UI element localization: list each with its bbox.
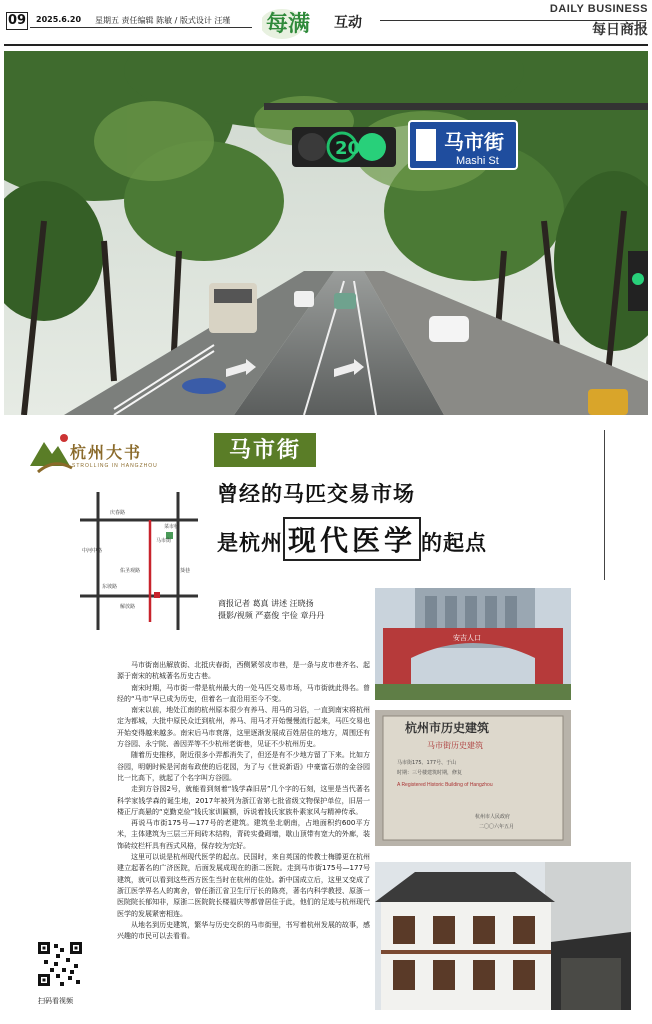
paragraph: 随着历史推移，附近很多小弄都消失了，但还是有不少地方留了下来。比如方谷园，明朝时候是河南布政使的后花园，为了与《世说新语》中豪富石崇的金谷园比一比高下，就起了个名字叫方谷园。 <box>117 751 370 782</box>
byline-reporters: 商报记者 葛真 讲述 汪晓扬 <box>218 599 314 608</box>
map-label-dongpo: 东坡路 <box>102 584 118 590</box>
page-number: 09 <box>7 13 27 28</box>
gate-plaque: 安吉人口 <box>453 634 481 642</box>
issue-meta: 星期五 责任编辑 陈敏 / 版式设计 汪瑾 <box>95 16 231 25</box>
headline-line-2 <box>217 517 487 561</box>
stele-photo <box>375 710 571 846</box>
paragraph: 南宋以前，地处江南的杭州原本很少有养马、用马的习俗，一直到南宋将杭州定为都城，大批中原民众迁到杭州，养马、用马才开始慢慢流行起来，马匹交易也开始变得越来越多。南宋后马市衰落，这里逐渐发展成百姓居住的地方，周围还有方谷园、永宁院、善因弄等不少杭州老街巷，见证不少杭州历史。 <box>117 706 370 749</box>
paragraph: 再说马市街175号—177号的老建筑。建筑坐北朝南，占地面积约600平方米，主体建筑为三层三开间砖木结构，青砖实叠砌墙，歇山顶带有宽大的外廊，装饰砖纹栏杆具有西式风格，保存较为完好。 <box>117 819 370 850</box>
header-rule <box>30 27 252 28</box>
issue-date: 2025.6.20 <box>36 15 82 24</box>
stele-subtitle: 马市街历史建筑 <box>427 741 483 750</box>
stele-year: 二〇〇六年五月 <box>479 824 515 830</box>
street-photo <box>4 51 648 415</box>
headline-prefix: 是杭州 <box>217 530 283 555</box>
map-label-mashijie: 马市街 <box>156 538 172 544</box>
article-body <box>117 660 370 1000</box>
paragraph: 南宋时期，马市街一带是杭州最大的一处马匹交易市场，马市街就此得名。曾经的“马市”早已成为历史，但着名一直沿用至今不变。 <box>117 683 370 703</box>
paragraph: 这里可以说是杭州现代医学的起点。民国时，来自英国的传教士梅滕更在杭州建立起著名的广济医院，后面发展成现在的浙二医院。走到马市街175号—177号建筑，就可以看到这些西方医生当时在杭州的住处。新中国成立后，这里又变成了浙江医学界名人的寓舍，曾任浙江省卫生厅厅长的陈亮，著名内科学教授、原浙一医院院长郁知非，原浙二医院院长楼福庆等都曾居住于此，他们的足迹与杭州现代医学的发展紧密相连。 <box>117 853 370 918</box>
gate-photo <box>375 588 571 700</box>
map-label-zhonghe: 中河中路 <box>82 548 103 554</box>
headline-suffix: 的起点 <box>421 530 488 555</box>
section-logo <box>262 4 326 40</box>
signal-countdown: 20 <box>335 138 361 159</box>
title-divider <box>604 430 605 580</box>
byline <box>218 598 368 622</box>
column-name: 杭州大书 <box>70 443 143 462</box>
map-label-kuixiang: 葵巷 <box>180 568 191 574</box>
qr-code[interactable] <box>36 940 84 988</box>
paragraph: 马市街南出解放街、北抵庆春街，西侧紧邻皮市巷，是一条与皮市巷齐名、起源于南宋的杭城著名历史古巷。 <box>117 661 370 681</box>
map-label-caishiqiao: 菜市桥 <box>164 524 180 530</box>
location-map <box>80 492 198 630</box>
section-logo-text: 每满 <box>266 11 311 37</box>
paragraph: 从地名到历史建筑，繁华与历史交织的马市街里，书写着杭州发展的故事，感兴趣的市民可以去看看。 <box>117 920 370 941</box>
map-label-jiefang: 解放路 <box>120 604 136 610</box>
paragraph: 走到方谷园2号，就能看到刻着“钱学森旧居”几个字的石刻，这里是当代著名科学家钱学森的诞生地，2017年被列为浙江省第七批省级文物保护单位，旧居一楼正厅高悬的“克勤克俭”钱氏家训匾额，诉说着钱氏家族朴素家风与精神传承。 <box>117 785 370 816</box>
byline-photographers: 摄影/视频 严嘉俊 宇俭 章丹丹 <box>218 611 325 620</box>
title-tag: 马市街 <box>214 433 316 467</box>
stele-line: 马市街175、177号、于山 <box>397 760 457 766</box>
stele-line-english: A Registered Historic Building of Hangzhou <box>397 782 493 788</box>
headline-line-1: 曾经的马匹交易市场 <box>217 481 415 506</box>
qr-caption: 扫码看视频 <box>38 997 73 1005</box>
section-name: 互动 <box>334 15 362 31</box>
brand-english: DAILY BUSINESS <box>549 3 648 15</box>
map-label-yousheng: 佑圣观路 <box>120 568 141 574</box>
stele-title: 杭州市历史建筑 <box>405 721 490 735</box>
stele-issuer: 杭州市人民政府 <box>475 814 511 820</box>
header-divider <box>4 44 648 46</box>
map-label-qingchun: 庆春路 <box>110 510 126 516</box>
column-name-english: STROLLING IN HANGZHOU <box>72 463 158 469</box>
brand-chinese: 每日商报 <box>592 22 648 38</box>
sign-chinese: 马市街 <box>444 130 504 154</box>
sign-english: Mashi St <box>456 155 499 167</box>
headline-highlight: 现代医学 <box>283 517 421 561</box>
house-photo <box>375 862 631 1010</box>
page-header <box>0 0 652 46</box>
stele-line: 时期：三号楼建筑时期，修复 <box>397 770 463 776</box>
